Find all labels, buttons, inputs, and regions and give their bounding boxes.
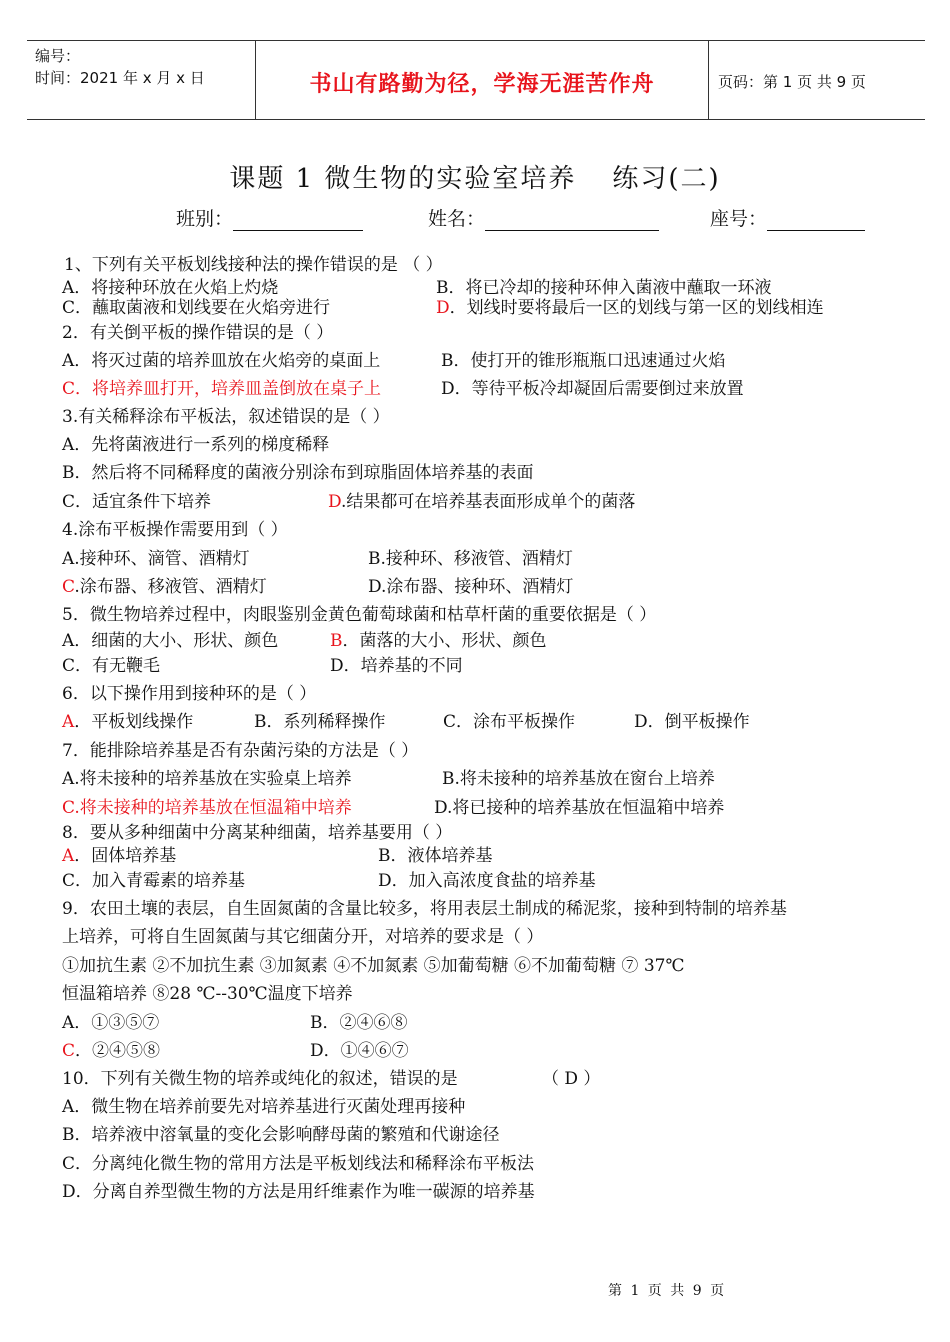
q9-stem-line1: 9．农田土壤的表层，自生固氮菌的含量比较多，将用表层土制成的稀泥浆，接种到特制的培养基 bbox=[62, 899, 787, 919]
q10-option-a: A．微生物在培养前要先对培养基进行灭菌处理再接种 bbox=[62, 1097, 466, 1117]
q9-option-c bbox=[62, 1040, 160, 1062]
q3-option-b: B．然后将不同稀释度的菌液分别涂布到琼脂固体培养基的表面 bbox=[62, 463, 534, 483]
q10-option-c: C．分离纯化微生物的常用方法是平板划线法和稀释涂布平板法 bbox=[62, 1154, 535, 1174]
q1-option-d bbox=[436, 297, 824, 319]
q4-stem: 4.涂布平板操作需要用到（ ） bbox=[62, 520, 288, 540]
q3-stem: 3.有关稀释涂布平板法，叙述错误的是（ ） bbox=[62, 407, 390, 427]
q1-answer-letter: D bbox=[436, 298, 450, 318]
q4-option-c bbox=[62, 576, 267, 598]
q1-option-a: A．将接种环放在火焰上灼烧 bbox=[62, 278, 279, 298]
name-field bbox=[428, 204, 659, 231]
name-blank[interactable] bbox=[485, 210, 659, 231]
q6-answer-letter: A bbox=[62, 712, 75, 732]
q8-stem: 8．要从多种细菌中分离某种细菌，培养基要用（ ） bbox=[62, 823, 453, 843]
q6-option-a-text: ．平板划线操作 bbox=[74, 712, 194, 732]
q9-options-line1: ①加抗生素 ②不加抗生素 ③加氮素 ④不加氮素 ⑤加葡萄糖 ⑥不加葡萄糖 ⑦ 37℃ bbox=[62, 956, 685, 976]
q8-option-b: B．液体培养基 bbox=[378, 846, 493, 866]
q7-option-d: D.将已接种的培养基放在恒温箱中培养 bbox=[434, 798, 725, 818]
q9-answer-letter: C bbox=[62, 1041, 76, 1061]
q6-stem: 6．以下操作用到接种环的是（ ） bbox=[62, 684, 317, 704]
motto: 书山有路勤为径，学海无涯苦作舟 bbox=[309, 72, 655, 97]
q8-option-c: C．加入青霉素的培养基 bbox=[62, 871, 246, 891]
q6-option-a bbox=[62, 711, 193, 733]
q2-stem: 2．有关倒平板的操作错误的是（ ） bbox=[62, 323, 334, 343]
q1-stem: 1、下列有关平板划线接种法的操作错误的是 （ ） bbox=[64, 255, 443, 275]
q7-option-a: A.将未接种的培养基放在实验桌上培养 bbox=[62, 769, 352, 789]
seat-label: 座号： bbox=[710, 208, 768, 230]
header-page-cell bbox=[708, 41, 925, 119]
q9-stem-line2: 上培养，可将自生固氮菌与其它细菌分开，对培养的要求是（ ） bbox=[62, 927, 544, 947]
q2-option-d: D．等待平板冷却凝固后需要倒过来放置 bbox=[441, 379, 744, 399]
q6-option-c: C．涂布平板操作 bbox=[443, 712, 576, 732]
q3-option-d-text: .结果都可在培养基表面形成单个的菌落 bbox=[341, 492, 636, 512]
q8-option-a-text: ．固体培养基 bbox=[74, 846, 177, 866]
q4-option-b: B.接种环、移液管、酒精灯 bbox=[368, 549, 573, 569]
page-info: 页码：第 1 页 共 9 页 bbox=[718, 73, 866, 91]
q2-option-a: A．将灭过菌的培养皿放在火焰旁的桌面上 bbox=[62, 351, 381, 371]
q9-option-c-text: ．②④⑤⑧ bbox=[75, 1041, 161, 1061]
q3-answer-letter: D bbox=[328, 492, 342, 512]
q6-option-b: B．系列稀释操作 bbox=[254, 712, 386, 732]
page-footer: 第 1 页 共 9 页 bbox=[608, 1283, 727, 1299]
q8-answer-letter: A bbox=[62, 846, 75, 866]
q5-option-b bbox=[330, 630, 547, 652]
q8-option-a bbox=[62, 845, 176, 867]
q10-answer: （ D ） bbox=[542, 1069, 601, 1089]
q1-option-c: C．蘸取菌液和划线要在火焰旁进行 bbox=[62, 298, 331, 318]
q5-stem: 5．微生物培养过程中，肉眼鉴别金黄色葡萄球菌和枯草杆菌的重要依据是（ ） bbox=[62, 605, 657, 625]
page-title bbox=[0, 158, 950, 195]
q2-option-b: B．使打开的锥形瓶瓶口迅速通过火焰 bbox=[441, 351, 726, 371]
q2-option-c: C．将培养皿打开，培养皿盖倒放在桌子上 bbox=[62, 379, 382, 399]
time-label: 时间：2021 年 x 月 x 日 bbox=[35, 69, 205, 87]
header-table bbox=[27, 40, 925, 120]
q5-option-d: D．培养基的不同 bbox=[330, 656, 463, 676]
class-label: 班别： bbox=[176, 208, 234, 230]
q7-option-b: B.将未接种的培养基放在窗台上培养 bbox=[442, 769, 715, 789]
q3-option-c: C．适宜条件下培养 bbox=[62, 492, 212, 512]
class-blank[interactable] bbox=[233, 210, 363, 231]
q10-stem: 10．下列有关微生物的培养或纯化的叙述，错误的是 bbox=[62, 1069, 458, 1089]
seat-field bbox=[710, 204, 865, 231]
q4-option-d: D.涂布器、接种环、酒精灯 bbox=[368, 577, 574, 597]
seat-blank[interactable] bbox=[767, 210, 865, 231]
header-meta-cell bbox=[27, 41, 255, 119]
q9-option-b: B．②④⑥⑧ bbox=[310, 1013, 408, 1033]
q9-options-line2: 恒温箱培养 ⑧28 ℃--30℃温度下培养 bbox=[62, 984, 353, 1004]
q5-option-b-text: ．菌落的大小、形状、颜色 bbox=[342, 631, 547, 651]
q6-option-d: D．倒平板操作 bbox=[634, 712, 750, 732]
q4-option-a: A.接种环、滴管、酒精灯 bbox=[62, 549, 250, 569]
q9-option-a: A．①③⑤⑦ bbox=[62, 1013, 160, 1033]
q10-option-b: B．培养液中溶氧量的变化会影响酵母菌的繁殖和代谢途径 bbox=[62, 1125, 500, 1145]
header-motto-cell bbox=[255, 41, 709, 119]
q7-stem: 7．能排除培养基是否有杂菌污染的方法是（ ） bbox=[62, 741, 419, 761]
q4-answer-letter: C bbox=[62, 577, 75, 597]
q10-option-d: D．分离自养型微生物的方法是用纤维素作为唯一碳源的培养基 bbox=[62, 1182, 535, 1202]
q5-option-a: A．细菌的大小、形状、颜色 bbox=[62, 631, 279, 651]
number-label: 编号： bbox=[35, 47, 81, 65]
q1-option-b: B．将已冷却的接种环伸入菌液中蘸取一环液 bbox=[436, 278, 772, 298]
q9-option-d: D．①④⑥⑦ bbox=[310, 1041, 409, 1061]
title-sub: 练习(二) bbox=[612, 164, 721, 194]
name-label: 姓名： bbox=[428, 208, 486, 230]
q1-option-d-text: ．划线时要将最后一区的划线与第一区的划线相连 bbox=[449, 298, 824, 318]
q3-option-d bbox=[328, 491, 635, 513]
q5-option-c: C．有无鞭毛 bbox=[62, 656, 161, 676]
q3-option-a: A．先将菌液进行一系列的梯度稀释 bbox=[62, 435, 330, 455]
q7-option-c: C.将未接种的培养基放在恒温箱中培养 bbox=[62, 798, 352, 818]
title-main: 课题 1 微生物的实验室培养 bbox=[229, 164, 577, 194]
class-field bbox=[176, 204, 363, 231]
q5-answer-letter: B bbox=[330, 631, 343, 651]
q4-option-c-text: .涂布器、移液管、酒精灯 bbox=[74, 577, 267, 597]
q8-option-d: D．加入高浓度食盐的培养基 bbox=[378, 871, 596, 891]
